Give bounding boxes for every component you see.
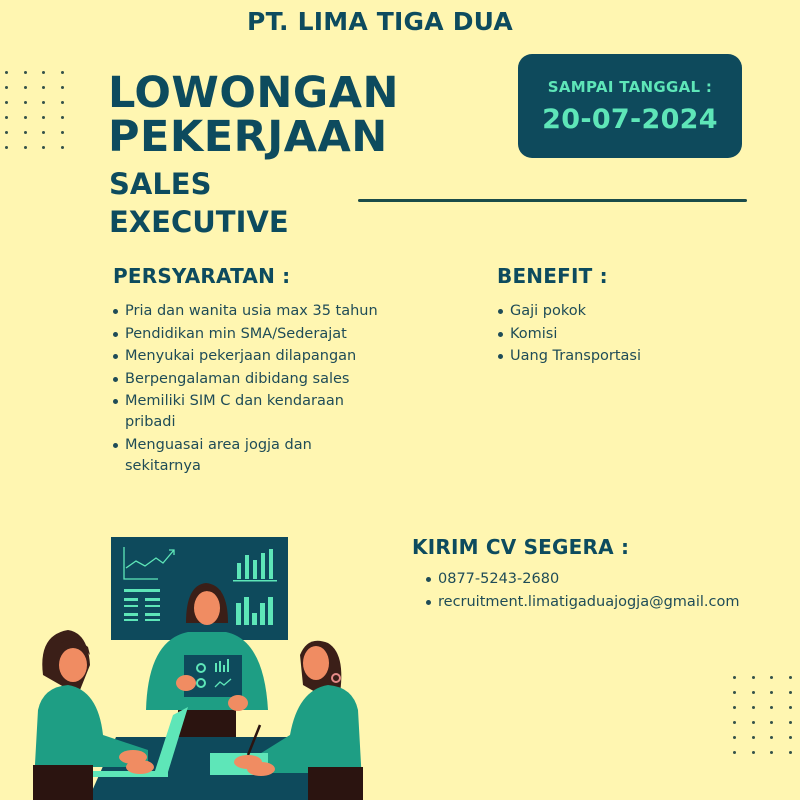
requirement-item: Pria dan wanita usia max 35 tahun <box>112 301 382 322</box>
position-line-1: SALES <box>109 167 212 201</box>
benefit-item: Komisi <box>497 324 737 345</box>
company-name: PT. LIMA TIGA DUA <box>247 7 513 36</box>
benefits-heading: BENEFIT : <box>497 264 608 288</box>
title-line-1: LOWONGAN <box>108 68 399 118</box>
contact-email[interactable]: recruitment.limatigaduajogja@gmail.com <box>425 592 795 613</box>
team-meeting-illustration-icon <box>28 535 368 800</box>
deadline-label: SAMPAI TANGGAL : <box>547 77 713 96</box>
position-line-2: EXECUTIVE <box>109 205 289 239</box>
decorative-dot-grid-top-left <box>5 71 66 149</box>
title-line-2: PEKERJAAN <box>108 112 388 162</box>
contact-heading: KIRIM CV SEGERA : <box>412 535 630 559</box>
benefits-list <box>497 301 737 369</box>
decorative-dot-grid-bottom-right <box>733 676 794 754</box>
requirement-item: Memiliki SIM C dan kendaraan pribadi <box>112 391 382 433</box>
benefit-item: Gaji pokok <box>497 301 737 322</box>
contact-phone[interactable]: 0877-5243-2680 <box>425 569 795 590</box>
requirement-item: Menyukai pekerjaan dilapangan <box>112 346 382 367</box>
deadline-date: 20-07-2024 <box>542 103 718 135</box>
requirement-item: Berpengalaman dibidang sales <box>112 369 382 390</box>
requirement-item: Menguasai area jogja dan sekitarnya <box>112 435 382 477</box>
contact-list <box>425 569 795 614</box>
benefit-item: Uang Transportasi <box>497 346 737 367</box>
requirements-heading: PERSYARATAN : <box>113 264 291 288</box>
deadline-box <box>518 54 742 158</box>
requirements-list <box>112 301 382 478</box>
divider-line <box>358 199 747 202</box>
requirement-item: Pendidikan min SMA/Sederajat <box>112 324 382 345</box>
